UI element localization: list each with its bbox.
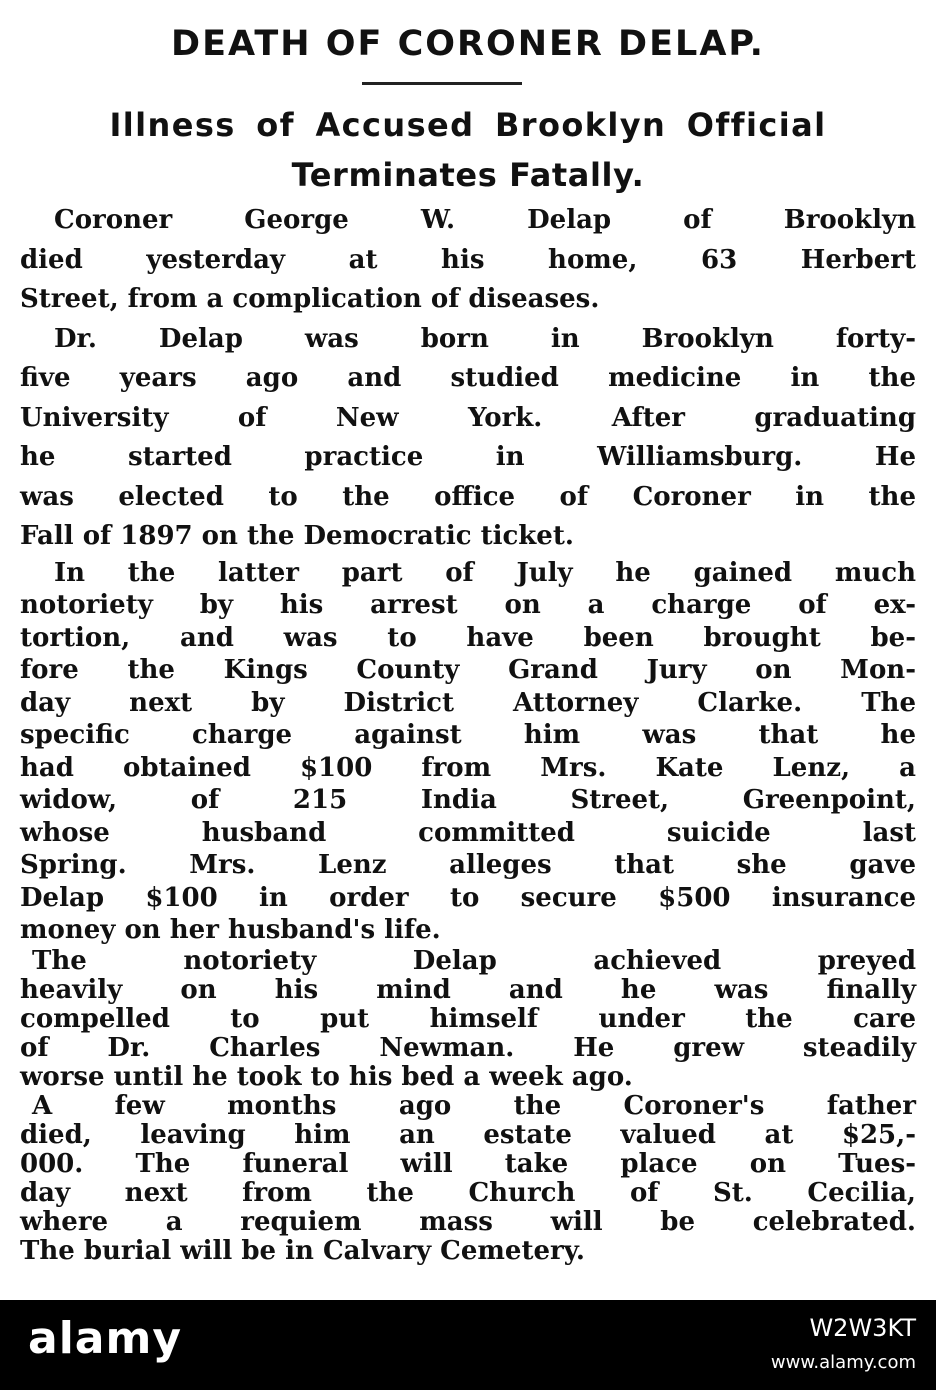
article-line: day next from the Church of St. Cecilia, (20, 1177, 916, 1208)
article-line: notoriety by his arrest on a charge of ex- (20, 590, 916, 620)
article-line: five years ago and studied medicine in the (20, 363, 916, 393)
article-line: The burial will be in Calvary Cemetery. (20, 1235, 585, 1266)
paragraph (20, 947, 916, 1092)
article-line: money on her husband's life. (20, 915, 441, 945)
paragraph (20, 320, 916, 557)
article-line: Dr. Delap was born in Brooklyn forty- (54, 323, 916, 354)
article-line: died yesterday at his home, 63 Herbert (20, 244, 916, 275)
article-line: compelled to put himself under the care (20, 1003, 916, 1034)
article-line: Spring. Mrs. Lenz alleges that she gave (20, 850, 916, 880)
paragraph (20, 557, 916, 947)
article-line: died, leaving him an estate valued at $25,- (20, 1119, 916, 1150)
article-line: fore the Kings County Grand Jury on Mon- (20, 655, 916, 685)
article-line: Street, from a complication of diseases. (20, 284, 600, 314)
image-id-label: W2W3KT (809, 1314, 916, 1342)
article-line: Fall of 1897 on the Democratic ticket. (20, 521, 574, 551)
article-line: worse until he took to his bed a week ago. (20, 1061, 633, 1092)
article-line: of Dr. Charles Newman. He grew steadily (20, 1032, 916, 1063)
article-line: he started practice in Williamsburg. He (20, 442, 916, 472)
watermark-url: www.alamy.com (770, 1352, 916, 1373)
headline-rule (362, 82, 522, 85)
article-line: Delap $100 in order to secure $500 insurance (20, 882, 916, 913)
article-line: tortion, and was to have been brought be- (20, 622, 916, 653)
subheadline-line-1: Illness of Accused Brooklyn Official (109, 106, 827, 144)
article-line: 000. The funeral will take place on Tues- (20, 1148, 916, 1179)
article-line: day next by District Attorney Clarke. The (20, 687, 916, 718)
article-body (20, 201, 916, 1266)
headline: DEATH OF CORONER DELAP. (171, 24, 765, 64)
article-line: In the latter part of July he gained much (54, 557, 916, 588)
subheadline (18, 100, 918, 200)
article-line: where a requiem mass will be celebrated. (20, 1206, 916, 1237)
article-line: whose husband committed suicide last (20, 817, 916, 848)
article-line: University of New York. After graduating (20, 402, 916, 433)
article-line: widow, of 215 India Street, Greenpoint, (20, 785, 916, 815)
article-line: had obtained $100 from Mrs. Kate Lenz, a (20, 752, 916, 783)
article-line: heavily on his mind and he was finally (20, 974, 916, 1005)
alamy-logo: alamy (28, 1313, 182, 1364)
article-line: The notoriety Delap achieved preyed (32, 945, 916, 976)
article-line: was elected to the office of Coroner in the (20, 481, 916, 512)
subheadline-line-2: Terminates Fatally. (291, 156, 645, 194)
article-line: A few months ago the Coroner's father (32, 1090, 916, 1121)
article-line: specific charge against him was that he (20, 720, 916, 750)
paragraph (20, 201, 916, 320)
article-line: Coroner George W. Delap of Brooklyn (54, 205, 916, 235)
paragraph (20, 1092, 916, 1266)
